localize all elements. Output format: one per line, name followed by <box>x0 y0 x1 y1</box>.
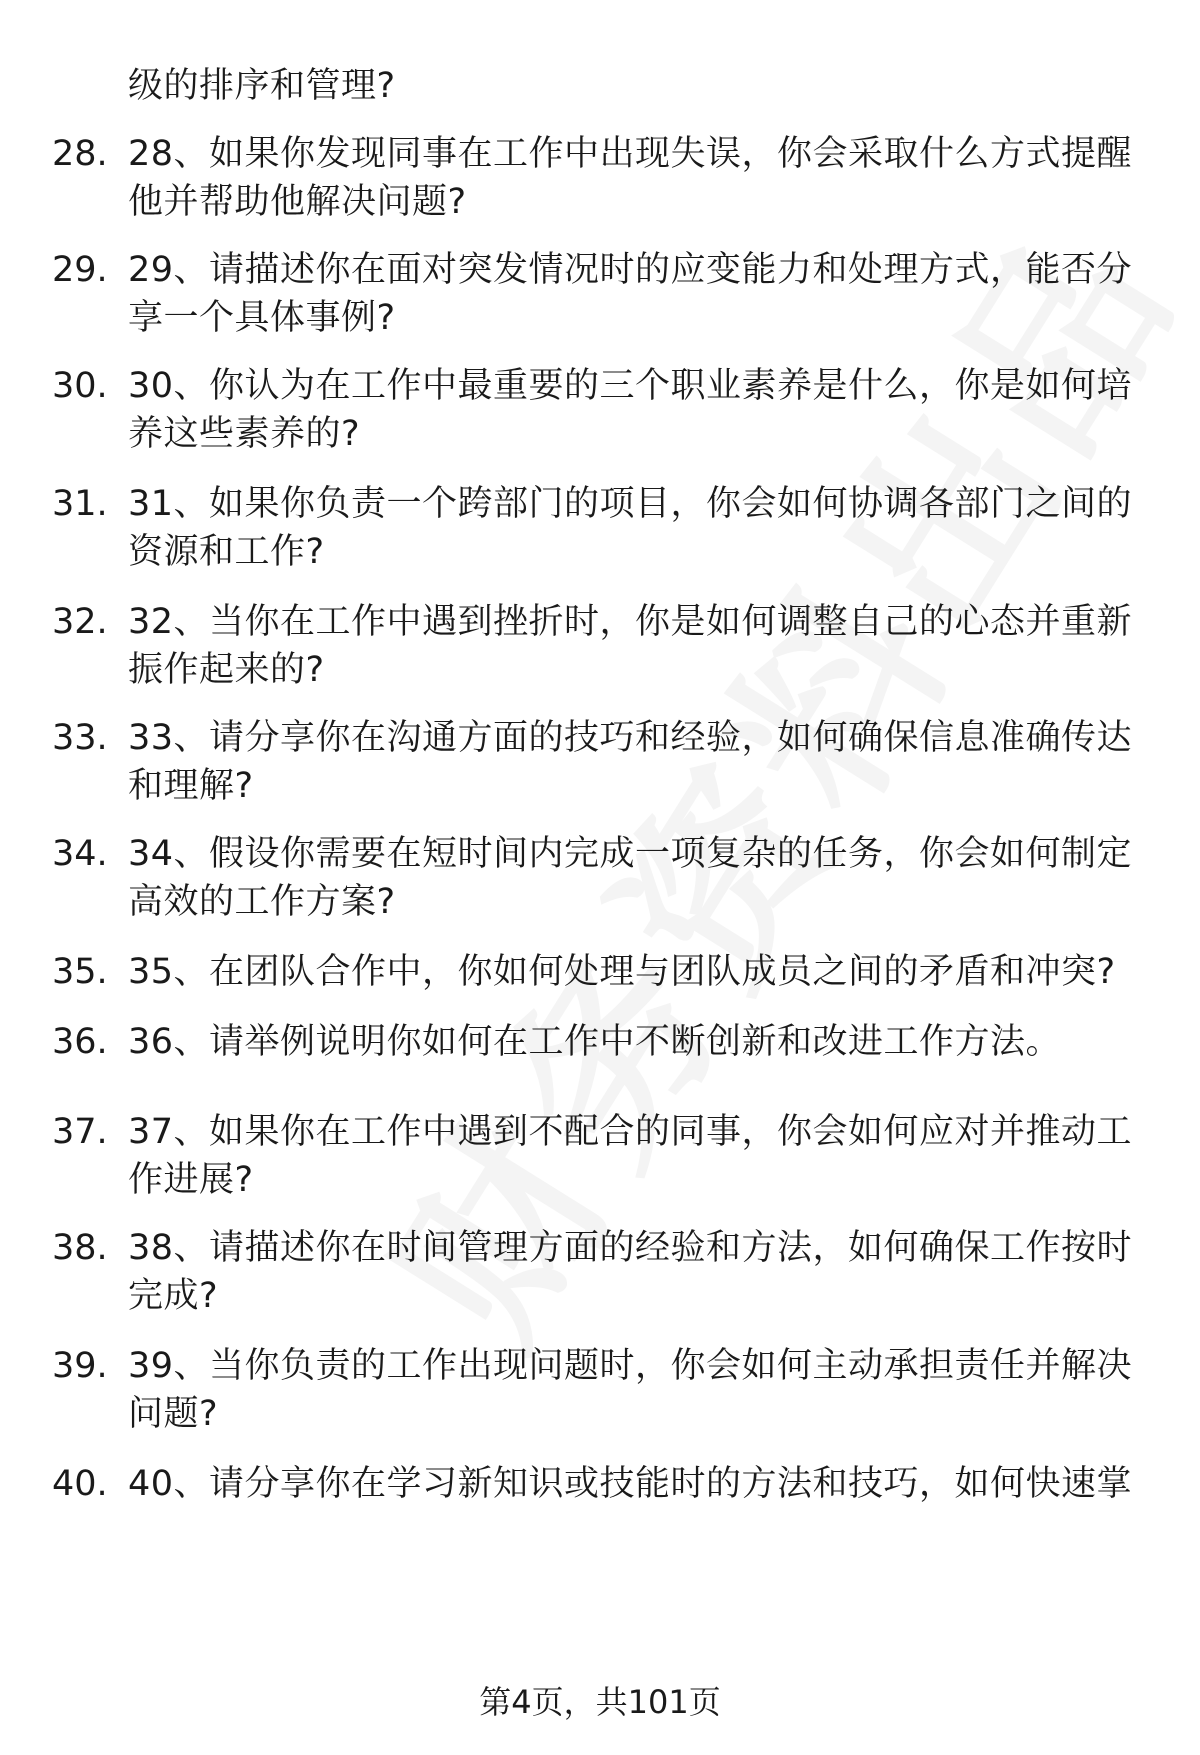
item-number: 37. <box>52 1112 108 1152</box>
item-number: 40. <box>52 1464 108 1504</box>
item-text: 34、假设你需要在短时间内完成一项复杂的任务，你会如何制定高效的工作方案? <box>128 834 1133 922</box>
item-text: 32、当你在工作中遇到挫折时，你是如何调整自己的心态并重新振作起来的? <box>128 602 1133 690</box>
item-number: 29. <box>52 250 108 290</box>
item-number: 31. <box>52 484 108 524</box>
item-text: 31、如果你负责一个跨部门的项目，你会如何协调各部门之间的资源和工作? <box>128 484 1133 572</box>
item-number: 34. <box>52 834 108 874</box>
item-number: 36. <box>52 1022 108 1062</box>
item-text: 30、你认为在工作中最重要的三个职业素养是什么，你是如何培养这些素养的? <box>128 366 1133 454</box>
continuation-text: 级的排序和管理? <box>128 66 396 106</box>
item-text: 37、如果你在工作中遇到不配合的同事，你会如何应对并推动工作进展? <box>128 1112 1133 1200</box>
item-text: 28、如果你发现同事在工作中出现失误，你会采取什么方式提醒他并帮助他解决问题? <box>128 134 1133 222</box>
item-number: 39. <box>52 1346 108 1386</box>
item-number: 38. <box>52 1228 108 1268</box>
item-number: 32. <box>52 602 108 642</box>
item-number: 33. <box>52 718 108 758</box>
item-text: 36、请举例说明你如何在工作中不断创新和改进工作方法。 <box>128 1022 1062 1062</box>
item-text: 38、请描述你在时间管理方面的经验和方法，如何确保工作按时完成? <box>128 1228 1133 1316</box>
item-number: 35. <box>52 952 108 992</box>
item-text: 33、请分享你在沟通方面的技巧和经验，如何确保信息准确传达和理解? <box>128 718 1133 806</box>
item-number: 30. <box>52 366 108 406</box>
page-footer: 第4页，共101页 <box>479 1683 721 1721</box>
item-text: 29、请描述你在面对突发情况时的应变能力和处理方式，能否分享一个具体事例? <box>128 250 1133 338</box>
item-text: 35、在团队合作中，你如何处理与团队成员之间的矛盾和冲突? <box>128 952 1116 992</box>
item-text: 40、请分享你在学习新知识或技能时的方法和技巧，如何快速掌 <box>128 1464 1133 1504</box>
item-number: 28. <box>52 134 108 174</box>
item-text: 39、当你负责的工作出现问题时，你会如何主动承担责任并解决问题? <box>128 1346 1133 1434</box>
